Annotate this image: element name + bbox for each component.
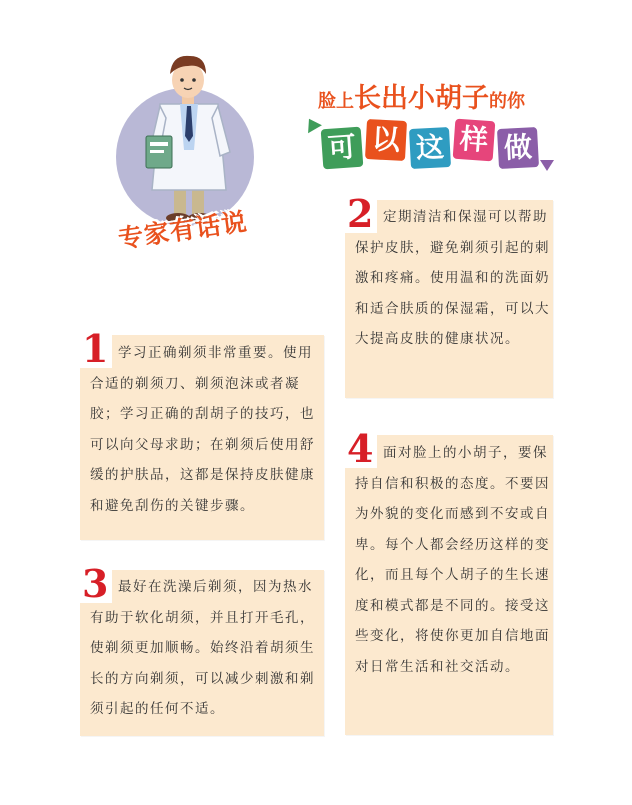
tip-number-1: 1 <box>80 330 112 368</box>
title-tile-3: 这 <box>409 127 451 169</box>
tip-number-4: 4 <box>345 430 377 468</box>
tip-text-4: 面对脸上的小胡子，要保持自信和积极的态度。不要因为外貌的变化而感到不安或自卑。每个人都会经历这样的变化，而且每个人胡子的生长速度和模式都是不同的。接受这些变化，将使你更加自信地面对日常生活和社交活动。 <box>355 445 550 675</box>
decor-triangle-right <box>540 160 554 171</box>
title-highlight: 长出小胡子 <box>354 83 489 114</box>
tip-text-1: 学习正确剃须非常重要。使用合适的剃须刀、剃须泡沫或者凝胶；学习正确的刮胡子的技巧，也可以向父母求助；在剃须后使用舒缓的护肤品，这都是保持皮肤健康和避免刮伤的关键步骤。 <box>90 345 315 514</box>
title-prefix: 脸上 <box>318 91 354 112</box>
badge-text: 专家有话说 <box>116 206 250 254</box>
tip-number-3: 3 <box>80 565 112 603</box>
title-line1 <box>318 76 525 116</box>
title-suffix: 的你 <box>489 91 525 112</box>
title-tile-5: 做 <box>497 127 539 169</box>
title-tile-4: 样 <box>453 119 496 162</box>
tip-number-2: 2 <box>345 195 377 233</box>
title-tile-1: 可 <box>321 127 364 170</box>
title-tiles <box>304 116 554 176</box>
decor-triangle-left <box>302 115 322 133</box>
expert-says-badge <box>116 206 258 254</box>
tip-text-3: 最好在洗澡后剃须，因为热水有助于软化胡须，并且打开毛孔，使剃须更加顺畅。始终沿着胡须生长的方向剃须，可以减少刺激和剃须引起的任何不适。 <box>90 579 315 717</box>
tip-text-2: 定期清洁和保湿可以帮助保护皮肤，避免剃须引起的刺激和疼痛。使用温和的洗面奶和适合肤质的保湿霜，可以大大提高皮肤的健康状况。 <box>355 209 550 347</box>
title-tile-2: 以 <box>365 119 407 161</box>
